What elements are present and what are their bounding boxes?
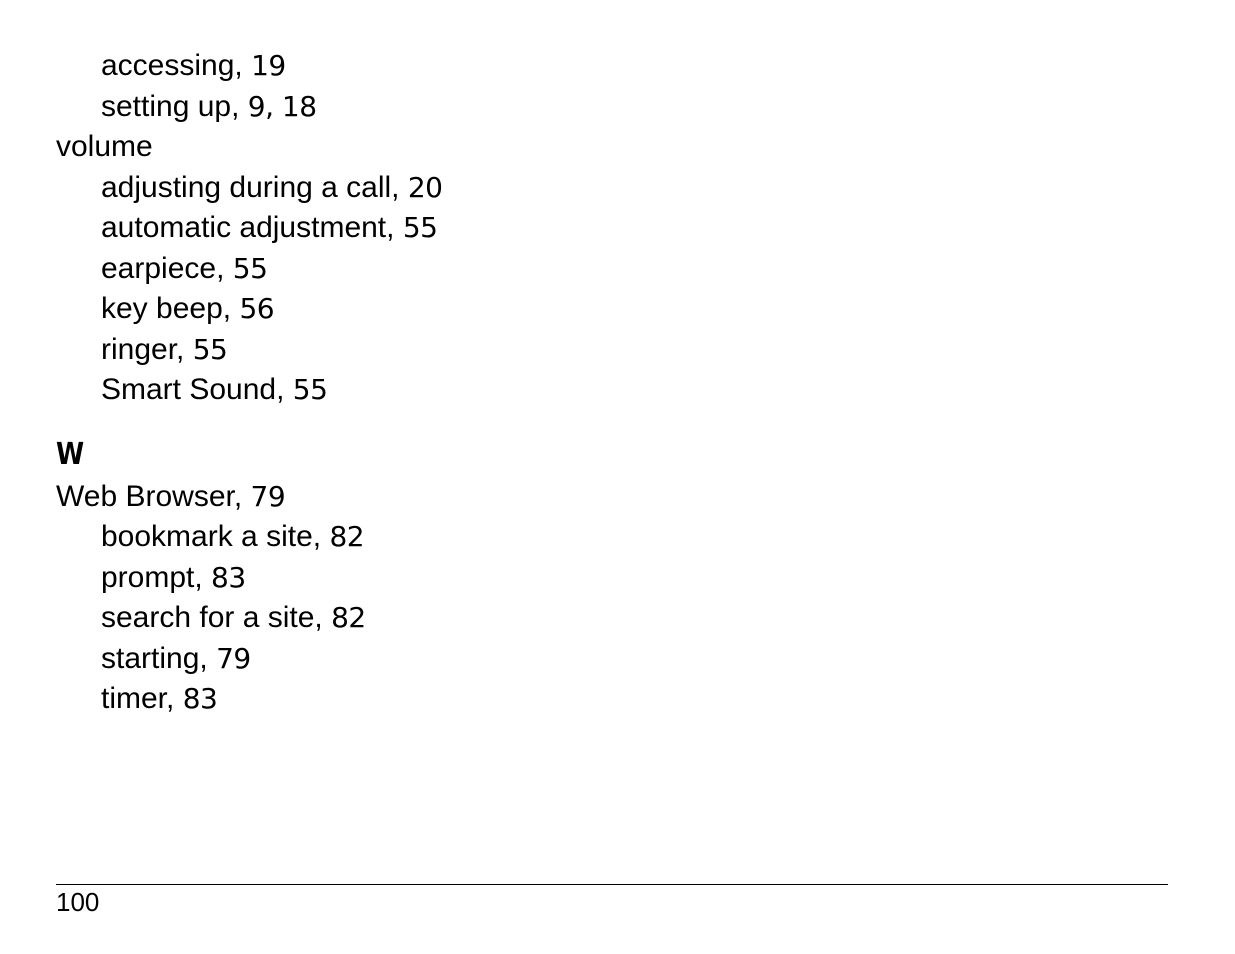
index-page-ref: 56 xyxy=(239,292,275,325)
index-subentry xyxy=(56,168,1156,209)
index-subentry xyxy=(56,598,1156,639)
index-subentry xyxy=(56,289,1156,330)
index-entry-text: volume xyxy=(56,130,153,163)
index-subentry-text: key beep, xyxy=(101,292,240,325)
index-subentry-text: earpiece, xyxy=(101,251,233,285)
index-page-ref: 55 xyxy=(192,332,228,366)
footer-divider xyxy=(56,884,1168,885)
index-page-ref: 19 xyxy=(251,49,286,82)
index-subentry-text: automatic adjustment, xyxy=(101,211,403,244)
index-page-ref: 20 xyxy=(407,170,443,204)
index-page-ref: 55 xyxy=(292,373,328,406)
index-subentry xyxy=(56,558,1156,599)
index-subentry xyxy=(56,517,1156,558)
index-page-ref: 55 xyxy=(402,211,438,244)
index-subentry xyxy=(56,249,1156,290)
index-page-ref: 9, 18 xyxy=(247,89,317,123)
index-subentry xyxy=(56,208,1156,249)
index-subentry-text: timer, xyxy=(101,682,183,715)
page-number: 100 xyxy=(56,887,100,917)
index-subentry-text: accessing, xyxy=(101,49,252,82)
index-subentry-text: starting, xyxy=(101,641,217,675)
index-list xyxy=(56,46,1156,720)
index-subentry xyxy=(56,639,1156,680)
index-subentry-text: adjusting during a call, xyxy=(101,170,408,204)
index-subentry-text: setting up, xyxy=(101,89,248,123)
index-subentry xyxy=(56,679,1156,720)
index-page-ref: 79 xyxy=(216,641,251,675)
index-page-ref: 83 xyxy=(182,682,218,715)
index-page-ref: 83 xyxy=(211,560,246,594)
index-subentry-text: bookmark a site, xyxy=(101,520,330,553)
index-entry-volume xyxy=(56,127,1156,168)
index-subentry xyxy=(56,46,1156,87)
index-subentry xyxy=(56,370,1156,411)
index-subentry-text: search for a site, xyxy=(101,601,332,634)
index-subentry xyxy=(56,87,1156,128)
index-entry-web-browser xyxy=(56,477,1156,518)
index-subentry xyxy=(56,330,1156,371)
index-page-ref: 79 xyxy=(250,479,286,513)
index-letter-heading: W xyxy=(56,436,85,472)
index-page-ref: 82 xyxy=(331,601,366,634)
index-entry-text: Web Browser, xyxy=(56,479,251,513)
index-page-ref: 55 xyxy=(232,251,268,285)
index-subentry-text: prompt, xyxy=(101,560,212,594)
index-subentry-text: ringer, xyxy=(101,332,193,366)
index-subentry-text: Smart Sound, xyxy=(101,373,293,406)
index-page-ref: 82 xyxy=(329,520,365,553)
